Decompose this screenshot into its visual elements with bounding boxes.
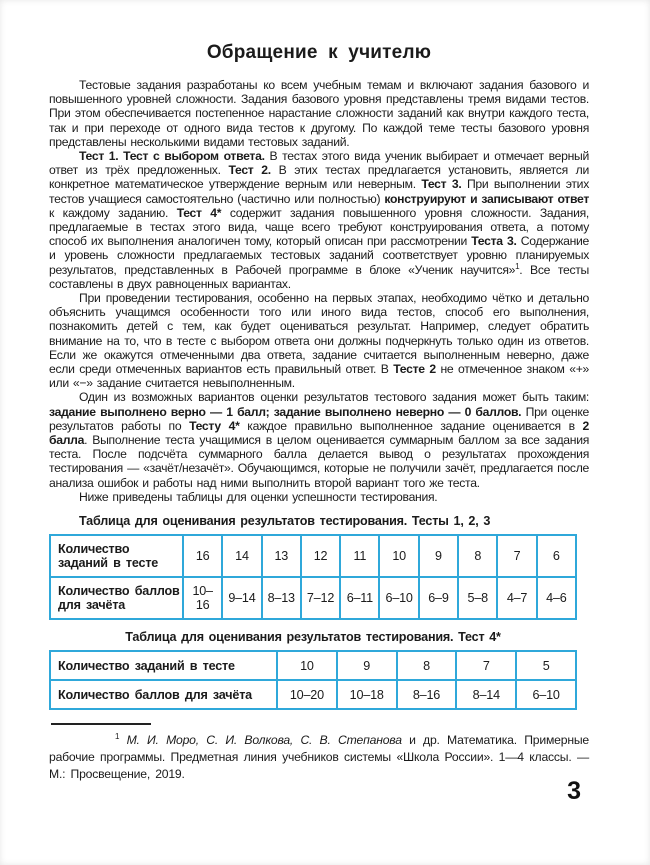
value-cell: 8 — [458, 535, 497, 577]
value-cell: 14 — [222, 535, 261, 577]
value-cell: 9 — [337, 651, 397, 680]
value-cell: 9 — [419, 535, 458, 577]
text-run: При проведении тестирования, особенно на первых этапах, необходимо чётко и детально объяснить учащимся особенности того или иного вида тестов, способ его выполнения, познакомить детей с тем, как будет оцениваться результат. Например, следует обратить внимание на то, что в тесте с выбором ответа они должны подчеркнуть только один из ответов. Если же окажутся отмеченными два ответа, задание считается выполненным неверно, даже если среди отмеченных вариантов есть правильный ответ. В — [49, 291, 589, 377]
value-cell: 13 — [262, 535, 301, 577]
bold-text-run: Тест 2. — [228, 163, 279, 178]
footnote-divider — [51, 723, 151, 725]
paragraph-tables-note — [49, 490, 589, 504]
row-label-cell: Количество заданий в тесте — [50, 651, 277, 680]
value-cell: 8–14 — [456, 680, 516, 709]
bold-text-run: Тест 4* — [176, 205, 230, 220]
text-run: к каждому заданию. — [49, 205, 177, 220]
table-row — [50, 651, 576, 680]
bold-text-run: конструируют и записывают ответ — [384, 191, 589, 206]
text-run: и др. Математика. Примерные рабочие программы. Предметная линия учебников системы «Школа России». 1—4 классы. — М.: Просвещение, 2019. — [49, 733, 589, 781]
text-run: Ниже приведены таблицы для оценки успешности тестирования. — [79, 489, 438, 504]
bold-text-run: 2 балла — [49, 418, 589, 448]
text-run: В этих тестах предлагается установить, является ли конкретное математическое утверждение верным или неверным. — [49, 163, 589, 192]
value-cell: 6–10 — [516, 680, 576, 709]
value-cell: 6–11 — [340, 577, 379, 619]
footnote-text — [49, 732, 589, 782]
paragraph-intro — [49, 78, 589, 149]
table-row — [50, 577, 576, 619]
page-title: Обращение к учителю — [206, 42, 432, 63]
bold-text-run: Тест 1. Тест с выбором ответа. — [79, 149, 270, 164]
value-cell: 10 — [379, 535, 418, 577]
value-cell: 5–8 — [458, 577, 497, 619]
value-cell: 6 — [537, 535, 576, 577]
value-cell: 4–6 — [537, 577, 576, 619]
value-cell: 7 — [456, 651, 516, 680]
page-number: 3 — [567, 777, 581, 805]
bold-text-run: Теста 3. — [471, 234, 521, 249]
value-cell: 4–7 — [497, 577, 536, 619]
text-run: . Все тесты составлены в двух равноценных вариантах. — [49, 262, 589, 291]
bold-text-run: Тест 3. — [421, 177, 467, 192]
value-cell: 10–20 — [277, 680, 337, 709]
bold-text-run: задание выполнено верно — 1 балл; задание выполнено неверно — 0 баллов. — [49, 404, 522, 419]
paragraph-test-types — [49, 149, 589, 291]
paragraph-scoring-rules — [49, 390, 589, 489]
row-label-cell: Количество заданий в тесте — [50, 535, 183, 577]
bold-text-run: Тесту 4* — [189, 418, 240, 433]
text-run: . Выполнение теста учащимися в целом оценивается суммарным баллом за все задания теста. После подсчёта суммарного балла делается вывод о результатах прохождения тестирования — «зачёт/незачёт». Обучающимся, которые не получили зачёт, предлагается после анализа ошибок и работы над ними выполнить второй вариант того же теста. — [49, 433, 589, 490]
text-run: не отмеченное знаком «+» или «−» задание считается невыполненным. — [49, 362, 590, 391]
table-tests-123-title: Таблица для оценивания результатов тестирования. Тесты 1, 2, 3 — [79, 514, 491, 529]
value-cell: 8 — [397, 651, 457, 680]
row-label-cell: Количество баллов для зачёта — [50, 577, 183, 619]
value-cell: 9–14 — [222, 577, 261, 619]
text-run: Содержание и уровень сложности предлагаемых тестовых заданий соответствует уровню планируемых результатов, представленных в Рабочей программе в блоке «Ученик научится» — [49, 234, 589, 277]
text-run: Тестовые задания разработаны ко всем учебным темам и включают задания базового и повышенного уровней сложности. Задания базового уровня представлены тремя видами тестов. При этом обеспечивается постепенное нарастание сложности заданий как внутри каждого теста, так и при переходе от одного вида тестов к другому. По каждой теме тесты базового уровня представлены несколькими видами тестовых заданий. — [49, 78, 589, 149]
value-cell: 6–10 — [379, 577, 418, 619]
value-cell: 12 — [301, 535, 340, 577]
text-run: При выполнении этих тестов учащиеся самостоятельно (частично или полностью) — [49, 177, 589, 206]
value-cell: 10 — [277, 651, 337, 680]
text-run: При оценке результатов работы по — [49, 404, 589, 433]
value-cell: 10–18 — [337, 680, 397, 709]
value-cell: 7 — [497, 535, 536, 577]
superscript-marker: 1 — [115, 731, 120, 741]
italic-text-run: М. И. Моро, С. И. Волкова, С. В. Степанова — [119, 733, 402, 747]
value-cell: 11 — [340, 535, 379, 577]
scoring-table-tests-123 — [49, 534, 577, 620]
value-cell: 10–16 — [183, 577, 222, 619]
value-cell: 16 — [183, 535, 222, 577]
row-label-cell: Количество баллов для зачёта — [50, 680, 277, 709]
table-row — [50, 535, 576, 577]
value-cell: 6–9 — [419, 577, 458, 619]
text-run: содержит задания повышенного уровня сложности. Задания, предлагаемые в тестах этого вида, чаще всего требуют конструирования ответа, а потому способ их выполнения аналогичен тому, который описан при рассмотрении — [49, 205, 589, 249]
value-cell: 5 — [516, 651, 576, 680]
text-run: Один из возможных вариантов оценки результатов тестового задания может быть таким: — [79, 390, 589, 405]
value-cell: 8–13 — [262, 577, 301, 619]
bold-text-run: Тесте 2 — [393, 362, 436, 377]
table-test-4-title: Таблица для оценивания результатов тестирования. Тест 4* — [125, 630, 501, 645]
text-run: В тестах этого вида ученик выбирает и отмечает верный ответ из трёх предложенных. — [49, 149, 589, 178]
paragraph-testing-guidance — [49, 291, 589, 390]
value-cell: 7–12 — [301, 577, 340, 619]
text-run: каждое правильно выполненное задание оценивается в — [239, 418, 583, 433]
scoring-table-test-4 — [49, 650, 577, 710]
footnote — [49, 723, 589, 782]
value-cell: 8–16 — [397, 680, 457, 709]
table-row — [50, 680, 576, 709]
superscript-marker: 1 — [515, 261, 520, 271]
